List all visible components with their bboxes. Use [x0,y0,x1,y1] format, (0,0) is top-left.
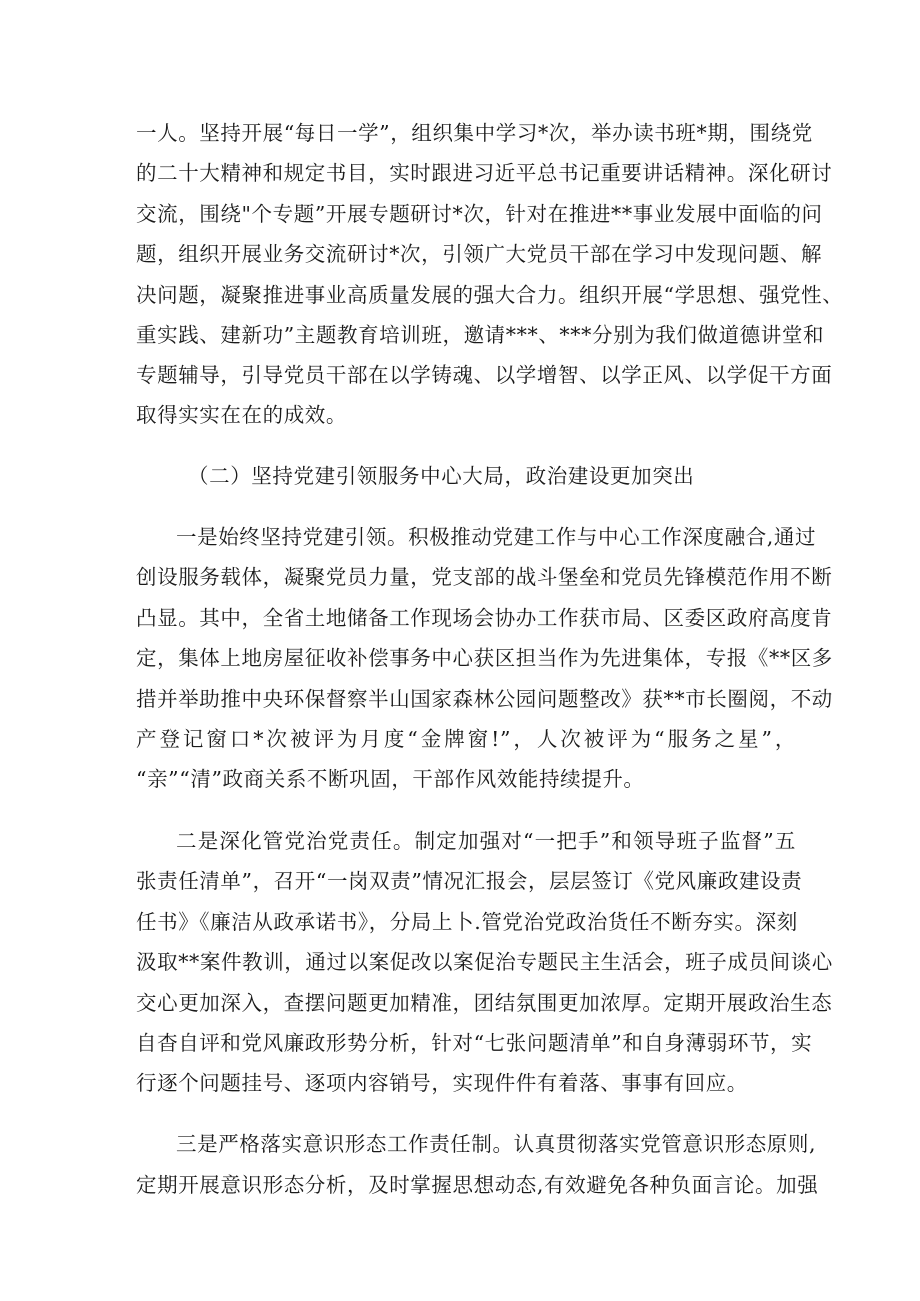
text-line: 措并举助推中央环保督察半山国家森林公园问题整改》获**市长圈阅，不动 [136,687,833,711]
text-line: “亲”“清”政商关系不断巩固，干部作风效能持续提升。 [136,767,645,791]
text-line: 任书》《廉洁从政承诺书》，分局上卜.管党治党政治货任不断夯实。深刻 [136,910,798,934]
text-line: 二是深化管党治党责任。制定加强对“一把手”和领导班子监督”五 [176,829,796,853]
text-line: 专题辅导，引导党员干部在以学铸魂、以学增智、以学正风、以学促干方面 [136,363,833,387]
text-line: 创设服务载体，凝聚党员力量，党支部的战斗堡垒和党员先锋模范作用不断 [136,565,833,589]
text-line: 三是严格落实意识形态工作责任制。认真贯彻落实党管意识形态原则, [176,1132,817,1156]
text-line: 定期开展意识形态分析，及时掌握思想动态,有效避免各种负面言论。加强 [136,1173,819,1197]
text-line: 行逐个问题挂号、逐项内容销号，实现件件有着落、事事有回应。 [136,1071,748,1095]
text-line: 一是始终坚持党建引领。积极推动党建工作与中心工作深度融合,通过 [176,525,817,549]
text-line: 题，组织开展业务交流研讨*次，引领广大党员干部在学习中发现问题、解 [136,242,823,266]
text-line: 汲取**案件教训，通过以案促改以案促治专题民主生活会，班子成员间谈心 [136,950,833,974]
text-line: 一人。坚持开展“每日一学”，组织集中学习*次，举办读书班*期，围绕党 [136,121,813,145]
text-line: 张责任清单”，召开“一岗双责”情况汇报会，层层签订《党风廉政建设责 [136,869,803,893]
text-line: 凸显。其中，全省土地储备工作现场会协办工作获市局、区委区政府高度肯 [136,606,833,630]
text-line: 交流，围绕"个专题”开展专题研讨*次，针对在推进**事业发展中面临的问 [136,202,823,226]
section-heading: （二）坚持党建引领服务中心大局，政治建设更加突出 [188,464,695,488]
text-line: 重实践、建新功”主题教育培训班，邀请***、***分别为我们做道德讲堂和 [136,323,825,347]
text-line: 定，集体上地房屋征收补偿事务中心获区担当作为先进集体，专报《**区多 [136,646,833,670]
text-line: 取得实实在在的成效。 [136,403,347,427]
text-line: 的二十大精神和规定书目，实时跟进习近平总书记重要讲话精神。深化研讨 [136,161,833,185]
text-line: 产登记窗口*次被评为月度“金牌窗!”，人次被评为“服务之星”， [136,727,796,751]
text-line: 决问题，凝聚推进事业高质量发展的强大合力。组织开展“学思想、强党性、 [136,283,844,307]
text-line: 自杳自评和党风廉政形势分析，针对“七张问题清单”和自身薄弱环节，实 [136,1031,813,1055]
text-line: 交心更加深入，查摆问题更加精准，团结氛围更加浓厚。定期开展政治生态 [136,991,833,1015]
